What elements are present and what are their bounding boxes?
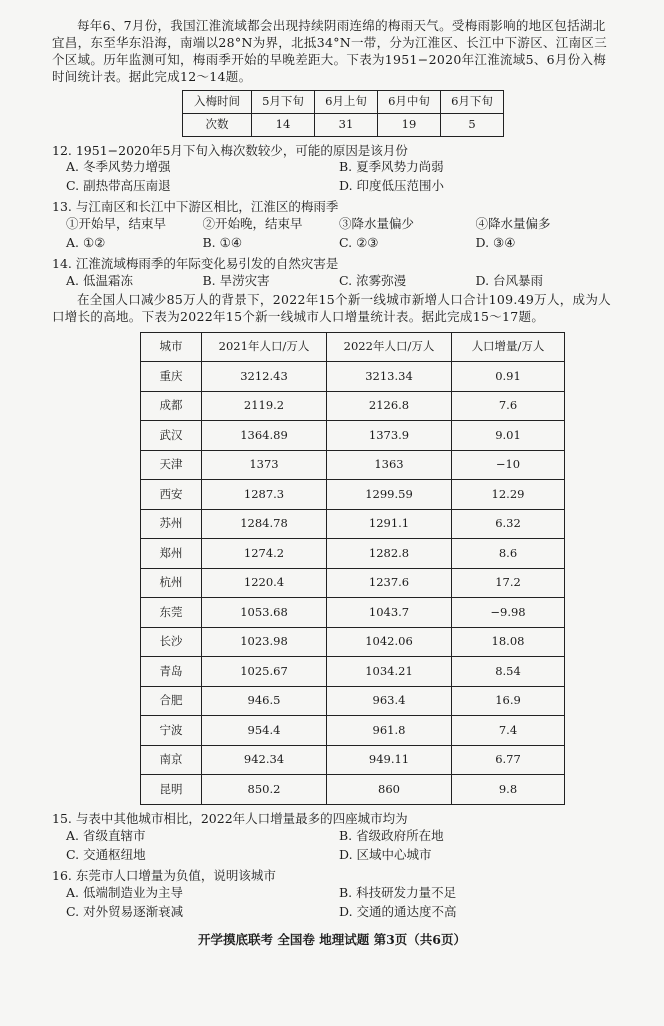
- table-cell: 1284.78: [202, 509, 327, 539]
- city-name-cell: 西安: [141, 480, 202, 510]
- table-cell: −10: [452, 450, 565, 480]
- table-header-cell: 5月下旬: [252, 90, 315, 113]
- table-cell: 2126.8: [327, 391, 452, 421]
- option-a[interactable]: A. 冬季风势力增强: [66, 159, 171, 175]
- table-cell: 12.29: [452, 480, 565, 510]
- table-cell: 5: [441, 113, 504, 136]
- table-row: [183, 90, 504, 113]
- city-name-cell: 天津: [141, 450, 202, 480]
- table-row: [141, 627, 565, 657]
- table-header-cell: 入梅时间: [183, 90, 252, 113]
- option-c[interactable]: C. 浓雾弥漫: [339, 273, 407, 289]
- table-cell: 1287.3: [202, 480, 327, 510]
- table-cell: 1291.1: [327, 509, 452, 539]
- option-list: [52, 885, 612, 923]
- table-row: [141, 391, 565, 421]
- table-cell: 18.08: [452, 627, 565, 657]
- question-stem: 12. 1951−2020年5月下旬入梅次数较少，可能的原因是该月份: [52, 142, 408, 158]
- table-cell: 860: [327, 775, 452, 805]
- option-list: [52, 235, 612, 254]
- option-c[interactable]: C. 对外贸易逐渐衰减: [66, 903, 184, 919]
- table-header-cell: 6月下旬: [441, 90, 504, 113]
- option-list: [52, 273, 612, 292]
- table-cell: 7.4: [452, 716, 565, 746]
- city-name-cell: 武汉: [141, 421, 202, 451]
- table-cell: 次数: [183, 113, 252, 136]
- table-row: [141, 509, 565, 539]
- option-a[interactable]: A. 省级直辖市: [66, 827, 146, 843]
- city-name-cell: 苏州: [141, 509, 202, 539]
- table-cell: 1363: [327, 450, 452, 480]
- exam-page: [52, 18, 612, 923]
- table-row: [141, 775, 565, 805]
- statement-2: ②开始晚，结束早: [202, 216, 303, 232]
- table-cell: 7.6: [452, 391, 565, 421]
- table-cell: 3213.34: [327, 362, 452, 392]
- table-header-cell: 人口增量/万人: [452, 332, 565, 362]
- table-cell: 9.8: [452, 775, 565, 805]
- option-list: [52, 159, 612, 197]
- page-footer: 开学摸底联考 全国卷 地理试题 第3页（共6页）: [198, 932, 466, 947]
- table-cell: 1034.21: [327, 657, 452, 687]
- table-cell: 1237.6: [327, 568, 452, 598]
- option-c[interactable]: C. ②③: [339, 235, 379, 251]
- table-cell: 16.9: [452, 686, 565, 716]
- table-cell: 1220.4: [202, 568, 327, 598]
- table-cell: 19: [378, 113, 441, 136]
- option-a[interactable]: A. 低端制造业为主导: [66, 884, 183, 900]
- table-body: [141, 362, 565, 805]
- statement-3: ③降水量偏少: [339, 216, 415, 232]
- table-cell: 942.34: [202, 745, 327, 775]
- table-cell: 9.01: [452, 421, 565, 451]
- table-row: [141, 450, 565, 480]
- table-cell: 8.6: [452, 539, 565, 569]
- table-cell: 1274.2: [202, 539, 327, 569]
- option-d[interactable]: D. 印度低压范围小: [339, 178, 445, 194]
- table-cell: −9.98: [452, 598, 565, 628]
- table-row: [141, 716, 565, 746]
- question-14: [52, 256, 612, 292]
- city-name-cell: 南京: [141, 745, 202, 775]
- city-name-cell: 东莞: [141, 598, 202, 628]
- question-15: [52, 811, 612, 866]
- table-cell: 17.2: [452, 568, 565, 598]
- table-cell: 1299.59: [327, 480, 452, 510]
- city-name-cell: 青岛: [141, 657, 202, 687]
- table-row: [141, 686, 565, 716]
- city-name-cell: 成都: [141, 391, 202, 421]
- city-name-cell: 重庆: [141, 362, 202, 392]
- table-cell: 963.4: [327, 686, 452, 716]
- table-cell: 31: [315, 113, 378, 136]
- table-cell: 1373.9: [327, 421, 452, 451]
- table-row: [141, 362, 565, 392]
- city-name-cell: 杭州: [141, 568, 202, 598]
- option-list: [52, 828, 612, 866]
- statement-4: ④降水量偏多: [475, 216, 551, 232]
- table-cell: 1023.98: [202, 627, 327, 657]
- city-population-table: [140, 332, 565, 805]
- table-cell: 14: [252, 113, 315, 136]
- question-13: [52, 199, 612, 254]
- table-row: [141, 480, 565, 510]
- statement-list: [52, 216, 612, 235]
- city-name-cell: 长沙: [141, 627, 202, 657]
- table-header-cell: 城市: [141, 332, 202, 362]
- city-name-cell: 宁波: [141, 716, 202, 746]
- option-d[interactable]: D. 交通的通达度不高: [339, 903, 457, 919]
- option-b[interactable]: B. 旱涝灾害: [202, 273, 270, 289]
- intro-paragraph-1: 每年6、7月份，我国江淮流域都会出现持续阴雨连绵的梅雨天气。受梅雨影响的地区包括湖北宜昌，东至华东沿海，南端以28°N为界，北抵34°N一带，分为江淮区、长江中下游区、江南区三个区域。历年监测可知，梅雨季开始的早晚差距大。下表为1951−2020年江淮流域5、6月份入梅时间统计表。据此完成12～14题。: [52, 18, 607, 84]
- statement-1: ①开始早，结束早: [66, 216, 167, 232]
- option-c[interactable]: C. 交通枢纽地: [66, 846, 146, 862]
- table-cell: 954.4: [202, 716, 327, 746]
- table-row: [141, 568, 565, 598]
- table-row: [141, 539, 565, 569]
- option-b[interactable]: B. 夏季风势力尚弱: [339, 159, 444, 175]
- table-header-cell: 6月中旬: [378, 90, 441, 113]
- meiyu-onset-table: [182, 90, 504, 137]
- option-b[interactable]: B. 科技研发力量不足: [339, 884, 457, 900]
- option-d[interactable]: D. 台风暴雨: [475, 273, 544, 289]
- table-row: [141, 745, 565, 775]
- table-row: [183, 113, 504, 136]
- question-stem: 13. 与江南区和长江中下游区相比，江淮区的梅雨季: [52, 199, 339, 215]
- table-cell: 1373: [202, 450, 327, 480]
- question-12: [52, 143, 612, 198]
- question-stem: 16. 东莞市人口增量为负值，说明该城市: [52, 867, 276, 883]
- option-d[interactable]: D. 区域中心城市: [339, 846, 432, 862]
- table-cell: 946.5: [202, 686, 327, 716]
- table-cell: 8.54: [452, 657, 565, 687]
- option-b[interactable]: B. 省级政府所在地: [339, 827, 444, 843]
- question-stem: 15. 与表中其他城市相比，2022年人口增量最多的四座城市均为: [52, 810, 408, 826]
- table-cell: 6.32: [452, 509, 565, 539]
- option-b[interactable]: B. ①④: [202, 235, 243, 251]
- table-cell: 0.91: [452, 362, 565, 392]
- table-cell: 949.11: [327, 745, 452, 775]
- table-cell: 2119.2: [202, 391, 327, 421]
- table-cell: 1364.89: [202, 421, 327, 451]
- question-stem: 14. 江淮流域梅雨季的年际变化易引发的自然灾害是: [52, 256, 339, 272]
- city-name-cell: 郑州: [141, 539, 202, 569]
- option-a[interactable]: A. 低温霜冻: [66, 273, 133, 289]
- table-row: [141, 332, 565, 362]
- question-16: [52, 868, 612, 923]
- table-cell: 1043.7: [327, 598, 452, 628]
- option-a[interactable]: A. ①②: [66, 235, 106, 251]
- option-c[interactable]: C. 副热带高压南退: [66, 178, 171, 194]
- table-cell: 3212.43: [202, 362, 327, 392]
- table-row: [141, 598, 565, 628]
- table-cell: 1053.68: [202, 598, 327, 628]
- table-cell: 1025.67: [202, 657, 327, 687]
- table-header-cell: 6月上旬: [315, 90, 378, 113]
- table-header-cell: 2021年人口/万人: [202, 332, 327, 362]
- table-row: [141, 657, 565, 687]
- table-cell: 6.77: [452, 745, 565, 775]
- table-cell: 961.8: [327, 716, 452, 746]
- city-name-cell: 昆明: [141, 775, 202, 805]
- city-name-cell: 合肥: [141, 686, 202, 716]
- table-cell: 1042.06: [327, 627, 452, 657]
- table-header-cell: 2022年人口/万人: [327, 332, 452, 362]
- option-d[interactable]: D. ③④: [475, 235, 516, 251]
- table-cell: 1282.8: [327, 539, 452, 569]
- table-row: [141, 421, 565, 451]
- table-cell: 850.2: [202, 775, 327, 805]
- intro-paragraph-2: 在全国人口减少85万人的背景下，2022年15个新一线城市新增人口合计109.49万人，成为人口增长的高地。下表为2022年15个新一线城市人口增量统计表。据此完成15～17题。: [52, 292, 611, 324]
